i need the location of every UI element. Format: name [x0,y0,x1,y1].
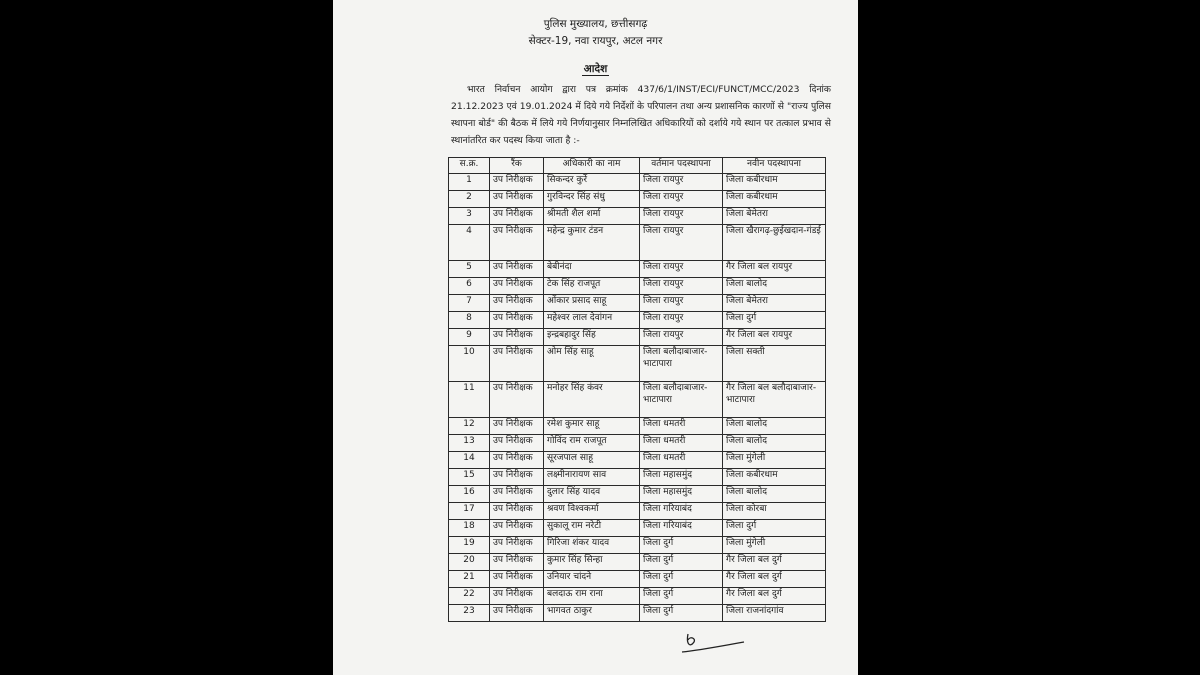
col-header-serial: स.क्र. [449,158,490,174]
cell-rank: उप निरीक्षक [490,208,544,225]
cell-current-posting: जिला रायपुर [640,208,723,225]
cell-rank: उप निरीक्षक [490,418,544,435]
cell-officer-name: बेबीनंदा [544,261,640,278]
cell-new-posting: जिला मुंगेली [723,452,826,469]
table-row [449,486,826,503]
cell-serial: 18 [449,520,490,537]
cell-rank: उप निरीक्षक [490,520,544,537]
table-row [449,278,826,295]
table-row [449,346,826,382]
cell-rank: उप निरीक्षक [490,571,544,588]
cell-serial: 5 [449,261,490,278]
cell-new-posting: जिला दुर्ग [723,312,826,329]
order-title-text: आदेश [583,63,608,75]
cell-serial: 8 [449,312,490,329]
cell-new-posting: जिला दुर्ग [723,520,826,537]
cell-current-posting: जिला धमतरी [640,452,723,469]
cell-officer-name: ओम सिंह साहू [544,346,640,382]
cell-rank: उप निरीक्षक [490,486,544,503]
cell-serial: 20 [449,554,490,571]
cell-officer-name: उनियार चांदने [544,571,640,588]
cell-officer-name: रमेश कुमार साहू [544,418,640,435]
cell-current-posting: जिला रायपुर [640,312,723,329]
cell-serial: 17 [449,503,490,520]
cell-officer-name: मनोहर सिंह कंवर [544,382,640,418]
cell-rank: उप निरीक्षक [490,452,544,469]
cell-current-posting: जिला दुर्ग [640,554,723,571]
cell-current-posting: जिला दुर्ग [640,588,723,605]
cell-rank: उप निरीक्षक [490,382,544,418]
cell-serial: 7 [449,295,490,312]
cell-serial: 21 [449,571,490,588]
cell-officer-name: सिकन्दर कुर्रे [544,174,640,191]
cell-rank: उप निरीक्षक [490,225,544,261]
order-paragraph: भारत निर्वाचन आयोग द्वारा पत्र क्रमांक 437/6/1/INST/ECI/FUNCT/MCC/2023 दिनांक 21.12.2023 एवं 19.01.2024 में दिये गये निर्देशों के परिपालन तथा अन्य प्रशासनिक कारणों से "राज्य पुलिस स्थापना बोर्ड" की बैठक में लिये गये निर्णयानुसार निम्नलिखित अधिकारियों को दर्शाये गये स्थान पर तत्काल प्रभाव से स्थानांतरित कर पदस्थ किया जाता है :- [451,84,831,146]
cell-serial: 3 [449,208,490,225]
cell-current-posting: जिला दुर्ग [640,605,723,622]
cell-new-posting: जिला कोरबा [723,503,826,520]
table-row [449,295,826,312]
cell-current-posting: जिला महासमुंद [640,469,723,486]
cell-current-posting: जिला रायपुर [640,261,723,278]
table-row [449,418,826,435]
cell-officer-name: बलदाऊ राम राना [544,588,640,605]
cell-new-posting: गैर जिला बल रायपुर [723,261,826,278]
cell-officer-name: गिरिजा शंकर यादव [544,537,640,554]
cell-officer-name: ओंकार प्रसाद साहू [544,295,640,312]
cell-rank: उप निरीक्षक [490,605,544,622]
cell-officer-name: श्रीमती शैल शर्मा [544,208,640,225]
table-row [449,503,826,520]
cell-new-posting: जिला राजनांदगांव [723,605,826,622]
cell-new-posting: जिला सक्ती [723,346,826,382]
cell-current-posting: जिला दुर्ग [640,537,723,554]
table-row [449,329,826,346]
cell-serial: 6 [449,278,490,295]
cell-officer-name: इन्द्रबहादुर सिंह [544,329,640,346]
cell-officer-name: टेक सिंह राजपूत [544,278,640,295]
cell-new-posting: गैर जिला बल रायपुर [723,329,826,346]
cell-current-posting: जिला रायपुर [640,295,723,312]
header-address: सेक्टर-19, नवा रायपुर, अटल नगर [528,35,663,47]
cell-officer-name: सूरजपाल साहू [544,452,640,469]
table-body [449,174,826,622]
table-row [449,174,826,191]
cell-current-posting: जिला गरियाबंद [640,520,723,537]
transfer-table [448,157,826,622]
cell-serial: 13 [449,435,490,452]
cell-serial: 14 [449,452,490,469]
table-row [449,435,826,452]
col-header-officer-name: अधिकारी का नाम [544,158,640,174]
cell-current-posting: जिला बलौदाबाजार-भाटापारा [640,346,723,382]
document-page [333,0,858,675]
cell-rank: उप निरीक्षक [490,346,544,382]
cell-officer-name: दुलार सिंह यादव [544,486,640,503]
cell-new-posting: जिला बालोद [723,486,826,503]
order-title [333,62,858,76]
table-row [449,605,826,622]
cell-serial: 16 [449,486,490,503]
cell-officer-name: महेन्द्र कुमार टंडन [544,225,640,261]
cell-rank: उप निरीक्षक [490,312,544,329]
cell-rank: उप निरीक्षक [490,174,544,191]
table-row [449,571,826,588]
cell-current-posting: जिला दुर्ग [640,571,723,588]
cell-new-posting: जिला बेमेतरा [723,295,826,312]
cell-officer-name: श्रवण विश्वकर्मा [544,503,640,520]
cell-rank: उप निरीक्षक [490,261,544,278]
cell-current-posting: जिला धमतरी [640,435,723,452]
cell-new-posting: जिला कबीरधाम [723,191,826,208]
cell-officer-name: भागवत ठाकुर [544,605,640,622]
table-header-row [449,158,826,174]
cell-current-posting: जिला रायपुर [640,329,723,346]
cell-current-posting: जिला महासमुंद [640,486,723,503]
table-row [449,537,826,554]
cell-officer-name: गोविंद राम राजपूत [544,435,640,452]
cell-rank: उप निरीक्षक [490,554,544,571]
col-header-rank: रैंक [490,158,544,174]
cell-rank: उप निरीक्षक [490,469,544,486]
cell-rank: उप निरीक्षक [490,537,544,554]
table-row [449,261,826,278]
cell-serial: 1 [449,174,490,191]
cell-current-posting: जिला बलौदाबाजार-भाटापारा [640,382,723,418]
cell-new-posting: जिला बालोद [723,418,826,435]
cell-new-posting: गैर जिला बल दुर्ग [723,588,826,605]
table-row [449,225,826,261]
cell-serial: 19 [449,537,490,554]
cell-current-posting: जिला रायपुर [640,225,723,261]
cell-new-posting: जिला बालोद [723,435,826,452]
cell-current-posting: जिला रायपुर [640,278,723,295]
table-row [449,588,826,605]
table-row [449,452,826,469]
cell-serial: 15 [449,469,490,486]
cell-current-posting: जिला गरियाबंद [640,503,723,520]
cell-rank: उप निरीक्षक [490,503,544,520]
col-header-current-posting: वर्तमान पदस्थापना [640,158,723,174]
cell-rank: उप निरीक्षक [490,278,544,295]
header-office: पुलिस मुख्यालय, छत्तीसगढ़ [543,18,648,30]
cell-rank: उप निरीक्षक [490,435,544,452]
cell-officer-name: सुकालू राम नरेटी [544,520,640,537]
cell-serial: 4 [449,225,490,261]
cell-serial: 9 [449,329,490,346]
cell-officer-name: कुमार सिंह सिन्हा [544,554,640,571]
table-row [449,469,826,486]
cell-serial: 22 [449,588,490,605]
cell-current-posting: जिला धमतरी [640,418,723,435]
table-row [449,312,826,329]
cell-officer-name: महेश्वर लाल देवांगन [544,312,640,329]
cell-new-posting: जिला खैरागढ़-छुईखदान-गंडई [723,225,826,261]
cell-serial: 11 [449,382,490,418]
cell-new-posting: जिला बालोद [723,278,826,295]
cell-rank: उप निरीक्षक [490,295,544,312]
cell-rank: उप निरीक्षक [490,329,544,346]
cell-new-posting: गैर जिला बल बलौदाबाजार- भाटापारा [723,382,826,418]
table-row [449,520,826,537]
cell-current-posting: जिला रायपुर [640,191,723,208]
cell-new-posting: जिला कबीरधाम [723,469,826,486]
cell-new-posting: जिला कबीरधाम [723,174,826,191]
table-row [449,208,826,225]
col-header-new-posting: नवीन पदस्थापना [723,158,826,174]
cell-serial: 12 [449,418,490,435]
table-row [449,554,826,571]
cell-new-posting: जिला मुंगेली [723,537,826,554]
signature-mark [676,628,746,658]
cell-serial: 23 [449,605,490,622]
table-row [449,191,826,208]
cell-new-posting: गैर जिला बल दुर्ग [723,554,826,571]
table-row [449,382,826,418]
cell-rank: उप निरीक्षक [490,191,544,208]
cell-current-posting: जिला रायपुर [640,174,723,191]
cell-new-posting: गैर जिला बल दुर्ग [723,571,826,588]
cell-new-posting: जिला बेमेतरा [723,208,826,225]
cell-officer-name: लक्ष्मीनारायण साव [544,469,640,486]
cell-serial: 2 [449,191,490,208]
cell-rank: उप निरीक्षक [490,588,544,605]
cell-serial: 10 [449,346,490,382]
cell-officer-name: गुरविन्दर सिंह संधु [544,191,640,208]
